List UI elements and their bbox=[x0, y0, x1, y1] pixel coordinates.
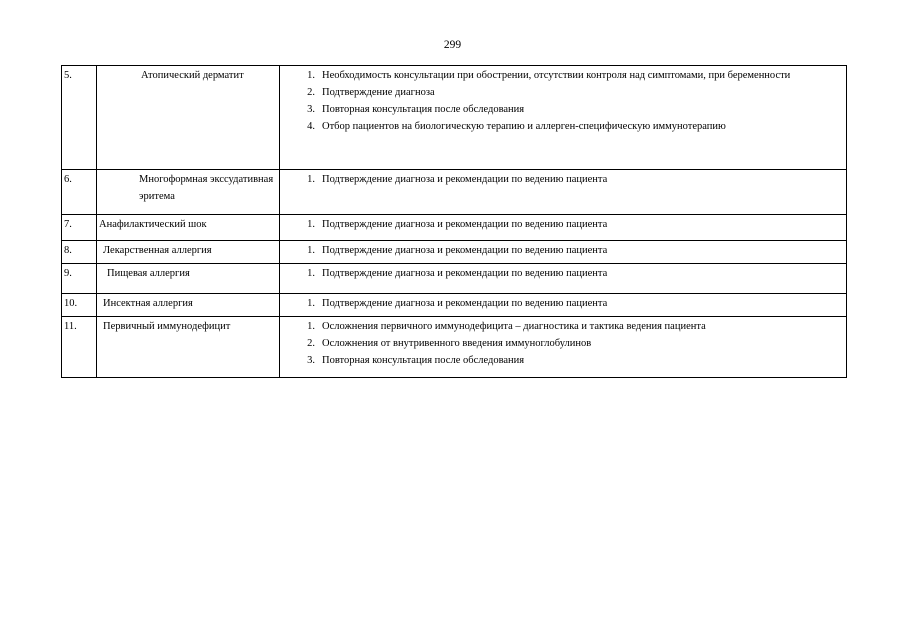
item-text: Осложнения первичного иммунодефицита – диагностика и тактика ведения пациента bbox=[322, 321, 706, 332]
list-item bbox=[282, 242, 844, 259]
indications-cell bbox=[280, 241, 847, 264]
list-item bbox=[282, 84, 844, 101]
list-item bbox=[282, 118, 844, 135]
table-row bbox=[62, 241, 847, 264]
item-number: 1. bbox=[307, 268, 315, 279]
item-text: Подтверждение диагноза и рекомендации по ведению пациента bbox=[322, 219, 608, 230]
list-item bbox=[282, 216, 844, 233]
condition-name: Инсектная аллергия bbox=[97, 294, 280, 317]
indications-cell bbox=[280, 294, 847, 317]
table-row bbox=[62, 294, 847, 317]
item-text: Повторная консультация после обследования bbox=[322, 104, 525, 115]
row-number: 10. bbox=[62, 294, 97, 317]
item-number: 1. bbox=[307, 174, 315, 185]
table-row bbox=[62, 317, 847, 378]
item-number: 1. bbox=[307, 321, 315, 332]
list-item bbox=[282, 335, 844, 352]
list-item bbox=[282, 352, 844, 369]
indications-list bbox=[282, 295, 844, 312]
row-number: 9. bbox=[62, 264, 97, 294]
indications-list bbox=[282, 265, 844, 282]
list-item bbox=[282, 295, 844, 312]
item-number: 2. bbox=[307, 338, 315, 349]
item-number: 3. bbox=[307, 104, 315, 115]
item-text: Повторная консультация после обследования bbox=[322, 355, 525, 366]
indications-cell bbox=[280, 317, 847, 378]
list-item bbox=[282, 171, 844, 188]
item-text: Подтверждение диагноза и рекомендации по ведению пациента bbox=[322, 245, 608, 256]
item-number: 3. bbox=[307, 355, 315, 366]
row-number: 6. bbox=[62, 170, 97, 215]
condition-name: Лекарственная аллергия bbox=[97, 241, 280, 264]
condition-name: Анафилактический шок bbox=[97, 215, 280, 241]
list-item bbox=[282, 101, 844, 118]
row-number: 11. bbox=[62, 317, 97, 378]
item-number: 1. bbox=[307, 70, 315, 81]
indications-list bbox=[282, 318, 844, 369]
indications-list bbox=[282, 216, 844, 233]
item-text: Подтверждение диагноза и рекомендации по ведению пациента bbox=[322, 298, 608, 309]
row-number: 5. bbox=[62, 66, 97, 170]
item-text: Отбор пациентов на биологическую терапию и аллерген-специфическую иммунотерапию bbox=[322, 121, 726, 132]
condition-name-text: Многоформная экссудативная эритема bbox=[139, 174, 274, 202]
indications-cell bbox=[280, 264, 847, 294]
item-number: 1. bbox=[307, 298, 315, 309]
item-number: 1. bbox=[307, 219, 315, 230]
page-number: 299 bbox=[443, 39, 462, 51]
list-item bbox=[282, 265, 844, 282]
item-number: 4. bbox=[307, 121, 315, 132]
indications-list bbox=[282, 67, 844, 135]
list-item bbox=[282, 67, 844, 84]
indications-cell bbox=[280, 215, 847, 241]
item-text: Необходимость консультации при обострении, отсутствии контроля над симптомами, при беременности bbox=[322, 70, 791, 81]
item-text: Подтверждение диагноза и рекомендации по ведению пациента bbox=[322, 174, 608, 185]
row-number: 7. bbox=[62, 215, 97, 241]
table-row bbox=[62, 264, 847, 294]
condition-name bbox=[97, 170, 280, 215]
indications-cell bbox=[280, 170, 847, 215]
indications-list bbox=[282, 171, 844, 188]
item-text: Подтверждение диагноза и рекомендации по ведению пациента bbox=[322, 268, 608, 279]
table-row bbox=[62, 170, 847, 215]
indications-cell bbox=[280, 66, 847, 170]
list-item bbox=[282, 318, 844, 335]
condition-name: Пищевая аллергия bbox=[97, 264, 280, 294]
item-text: Подтверждение диагноза bbox=[322, 87, 435, 98]
condition-name: Атопический дерматит bbox=[97, 66, 280, 170]
item-text: Осложнения от внутривенного введения иммуноглобулинов bbox=[322, 338, 592, 349]
table-row bbox=[62, 215, 847, 241]
item-number: 1. bbox=[307, 245, 315, 256]
item-number: 2. bbox=[307, 87, 315, 98]
table-row bbox=[62, 66, 847, 170]
row-number: 8. bbox=[62, 241, 97, 264]
referral-table bbox=[61, 65, 847, 378]
condition-name: Первичный иммунодефицит bbox=[97, 317, 280, 378]
indications-list bbox=[282, 242, 844, 259]
